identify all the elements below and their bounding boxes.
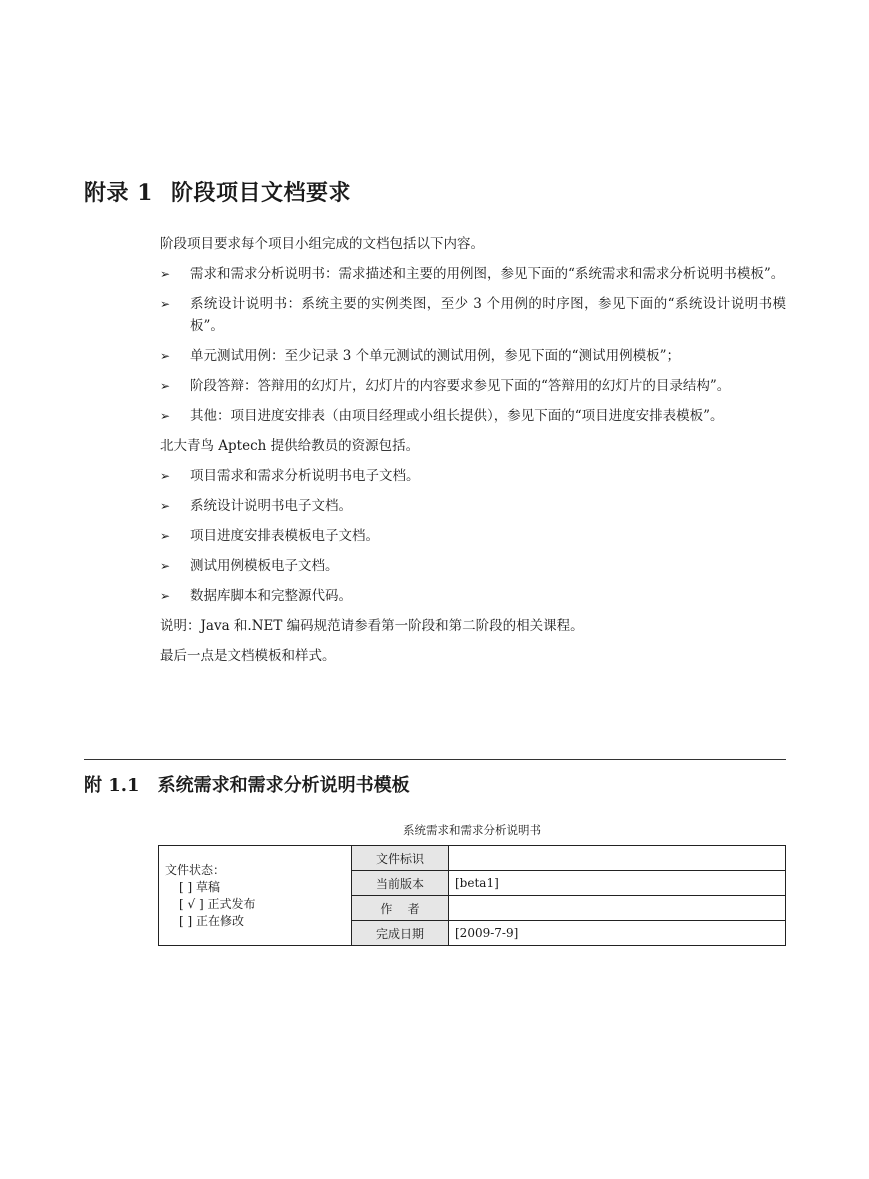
section-title: 系统需求和需求分析说明书模板	[157, 775, 410, 796]
arrow-bullet-icon: ➢	[160, 559, 171, 573]
table-caption: 系统需求和需求分析说明书	[403, 823, 541, 837]
document-info-table	[158, 845, 786, 946]
chapter-heading	[84, 176, 351, 207]
list-item: ➢ 数据库脚本和完整源代码。	[160, 585, 786, 607]
field-label: 完成日期	[352, 921, 449, 946]
file-status-cell	[159, 846, 352, 946]
list-item: ➢ 其他：项目进度安排表（由项目经理或小组长提供），参见下面的“项目进度安排表模板”。	[160, 405, 786, 427]
status-option-draft: [ ] 草稿	[179, 879, 220, 894]
status-option-revising: [ ] 正在修改	[179, 913, 244, 928]
document-list	[160, 263, 786, 427]
arrow-bullet-icon: ➢	[160, 297, 171, 311]
table-row	[159, 846, 786, 871]
list-item: ➢ 项目需求和需求分析说明书电子文档。	[160, 465, 786, 487]
list-item: ➢ 需求和需求分析说明书：需求描述和主要的用例图，参见下面的“系统需求和需求分析说明书模板”。	[160, 263, 786, 285]
body-content	[160, 233, 786, 675]
field-value-version: [beta1]	[449, 871, 786, 896]
arrow-bullet-icon: ➢	[160, 349, 171, 363]
arrow-bullet-icon: ➢	[160, 589, 171, 603]
field-value-date: [2009-7-9]	[449, 921, 786, 946]
list-item: ➢ 项目进度安排表模板电子文档。	[160, 525, 786, 547]
list-item: ➢ 系统设计说明书：系统主要的实例类图，至少 3 个用例的时序图，参见下面的“系统设计说明书模板”。	[160, 293, 786, 337]
file-status-label: 文件状态：	[165, 862, 226, 877]
field-label: 文件标识	[352, 846, 449, 871]
arrow-bullet-icon: ➢	[160, 379, 171, 393]
field-label: 当前版本	[352, 871, 449, 896]
resource-list	[160, 465, 786, 607]
field-value-file-id	[449, 846, 786, 871]
arrow-bullet-icon: ➢	[160, 499, 171, 513]
section-divider	[84, 759, 786, 760]
closing-paragraph: 最后一点是文档模板和样式。	[160, 648, 336, 664]
arrow-bullet-icon: ➢	[160, 267, 171, 281]
field-value-author	[449, 896, 786, 921]
list-item: ➢ 单元测试用例：至少记录 3 个单元测试的测试用例，参见下面的“测试用例模板”；	[160, 345, 786, 367]
section-number: 附 1.1	[84, 775, 140, 796]
chapter-title: 阶段项目文档要求	[170, 180, 351, 206]
list-item: ➢ 测试用例模板电子文档。	[160, 555, 786, 577]
arrow-bullet-icon: ➢	[160, 409, 171, 423]
arrow-bullet-icon: ➢	[160, 469, 171, 483]
status-option-published: [ √ ] 正式发布	[179, 896, 256, 911]
chapter-number: 附录 1	[84, 180, 153, 206]
list-item: ➢ 阶段答辩：答辩用的幻灯片，幻灯片的内容要求参见下面的“答辩用的幻灯片的目录结构”。	[160, 375, 786, 397]
section-heading	[84, 771, 410, 797]
arrow-bullet-icon: ➢	[160, 529, 171, 543]
note-paragraph: 说明：Java 和.NET 编码规范请参看第一阶段和第二阶段的相关课程。	[160, 618, 584, 634]
intro-paragraph: 阶段项目要求每个项目小组完成的文档包括以下内容。	[160, 236, 484, 252]
resources-intro: 北大青鸟 Aptech 提供给教员的资源包括。	[160, 438, 420, 454]
list-item: ➢ 系统设计说明书电子文档。	[160, 495, 786, 517]
field-label: 作 者	[352, 896, 449, 921]
